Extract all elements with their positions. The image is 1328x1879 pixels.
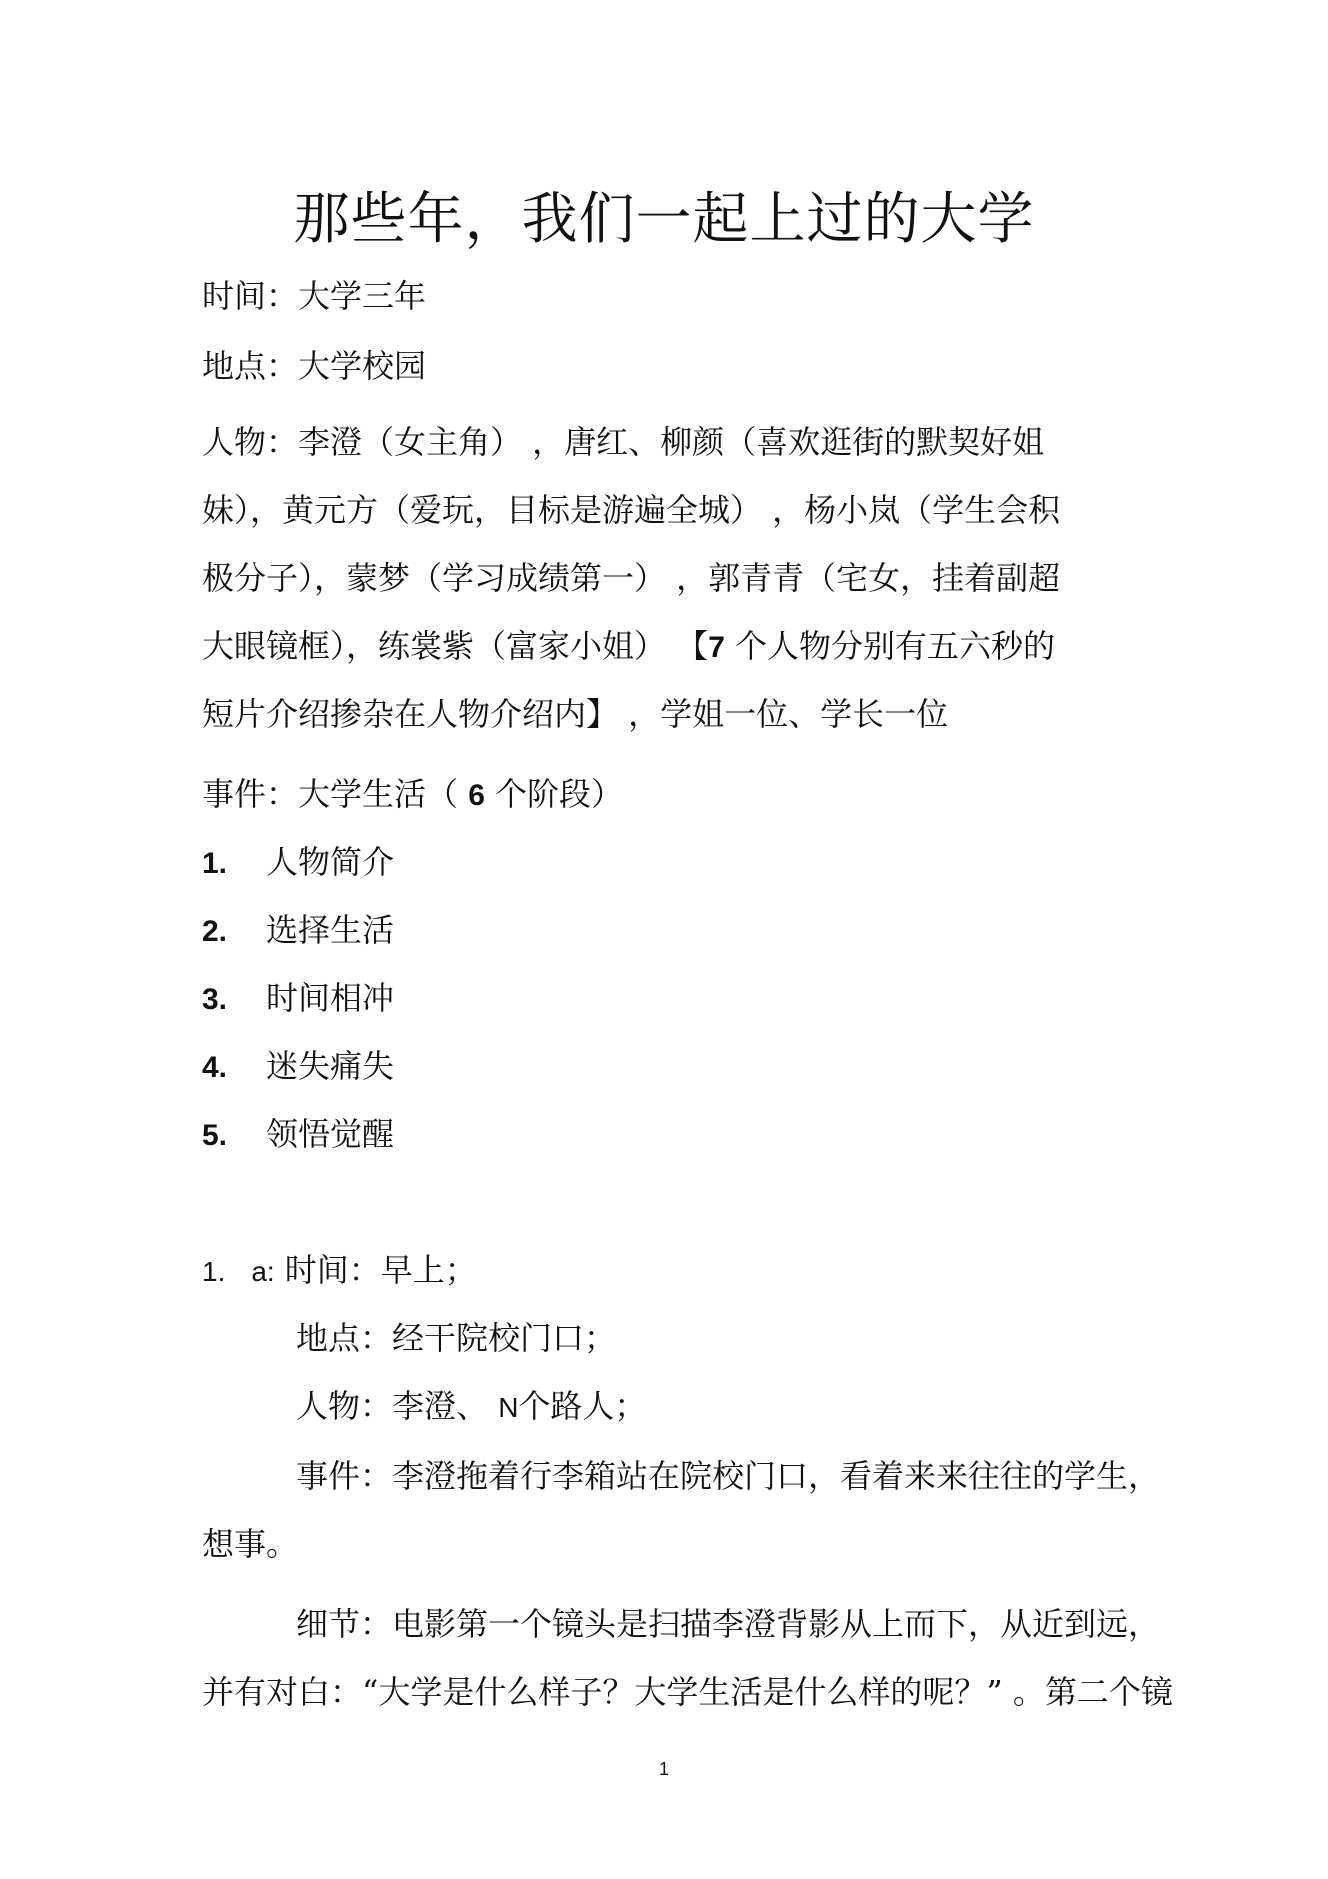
scene-event-line-1: 事件：李澄拖着行李箱站在院校门口，看着来来往往的学生，: [296, 1457, 1161, 1495]
characters-count: 7: [708, 631, 725, 664]
characters-line-3: 极分子），蒙梦（学习成绩第一） ，郭青青（宅女，挂着副超: [202, 559, 1061, 597]
scene-people-n: N: [498, 1392, 519, 1423]
stage-label: 选择生活: [266, 911, 395, 949]
stage-number: 5.: [202, 1119, 228, 1152]
stage-number: 1.: [202, 847, 228, 880]
events-suffix: 个阶段）: [484, 775, 624, 813]
scene-time-line: [202, 1248, 477, 1294]
characters-line-1: 人物：李澄（女主角） ，唐红、柳颜（喜欢逛街的默契好姐: [202, 423, 1045, 461]
stage-number: 4.: [202, 1051, 228, 1084]
document-title: 那些年，我们一起上过的大学: [293, 187, 1035, 252]
scene-detail-line-2: 并有对白：“大学是什么样子？大学生活是什么样的呢？” 。第二个镜: [202, 1673, 1173, 1711]
place-line: 地点：大学校园: [202, 347, 427, 385]
stage-item: [202, 840, 394, 886]
events-prefix: 事件：大学生活（: [202, 775, 469, 813]
page-number: 1: [658, 1759, 669, 1779]
stage-item: [202, 976, 394, 1022]
events-count: 6: [468, 779, 485, 812]
stage-number: 2.: [202, 915, 228, 948]
stage-item: [202, 1044, 394, 1090]
scene-people-prefix: 人物：李澄、: [296, 1387, 499, 1425]
characters-line-2: 妹），黄元方（爱玩，目标是游遍全城） ，杨小岚（学生会积: [202, 491, 1061, 529]
scene-event-line-2: 想事。: [202, 1525, 299, 1563]
stage-label: 时间相冲: [266, 979, 395, 1017]
events-line: [202, 772, 623, 818]
characters-line-4: [202, 624, 1055, 670]
stage-label: 领悟觉醒: [266, 1115, 395, 1153]
stage-item: [202, 908, 394, 954]
stage-label: 人物简介: [266, 843, 395, 881]
time-line: 时间：大学三年: [202, 277, 427, 315]
characters-line-5: 短片介绍掺杂在人物介绍内】 ，学姐一位、学长一位: [202, 695, 949, 733]
characters-line-4-text: 大眼镜框），练裳紫（富家小姐） 【: [202, 627, 709, 665]
scene-place: 地点：经干院校门口；: [296, 1319, 617, 1357]
scene-time: 时间：早上；: [284, 1251, 477, 1289]
stage-label: 迷失痛失: [266, 1047, 395, 1085]
stage-item: [202, 1112, 394, 1158]
scene-sub: a:: [251, 1256, 275, 1287]
scene-people: [296, 1384, 646, 1430]
scene-detail-line-1: 细节：电影第一个镜头是扫描李澄背影从上而下，从近到远，: [296, 1605, 1161, 1643]
scene-people-suffix: 个路人；: [518, 1387, 647, 1425]
characters-line-4-tail: 个人物分别有五六秒的: [724, 627, 1056, 665]
stage-number: 3.: [202, 983, 228, 1016]
scene-number: 1.: [202, 1256, 226, 1287]
